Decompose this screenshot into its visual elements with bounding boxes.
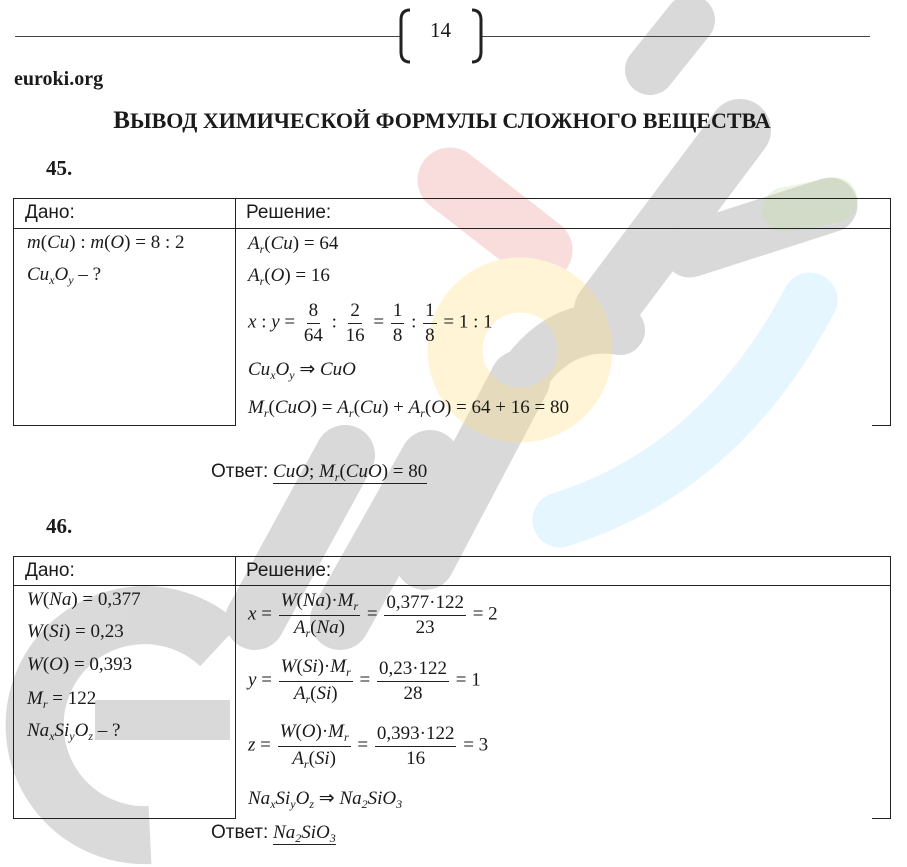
problem-46-answer: Ответ: $Na_2SiO_3$ xyxy=(211,822,336,845)
given-ratio: m(Cu) : m(O) = 8 : 2 xyxy=(27,232,185,253)
header-rule-left xyxy=(15,36,400,37)
solution-formula: $Na_xSi_yO_z$ ⇒ $Na_2SiO_3$ xyxy=(248,788,403,811)
solution-line: $A_r(O) = 16$ xyxy=(248,265,330,288)
given-line: W(Si) = 0,23 xyxy=(27,621,124,642)
table-46-bottom-left xyxy=(13,818,235,819)
page-number: 14 xyxy=(430,18,451,42)
solution-y: y = $\frac{W(Si)\cdot M_r}{A_r(Si)}$ = $\frac{0,23\cdot 122}{28}$ = 1 xyxy=(248,656,481,706)
problem-46-number: 46. xyxy=(46,514,73,538)
solution-line: $A_r(Cu) = 64$ xyxy=(248,233,339,256)
header-rule-right xyxy=(482,36,870,37)
problem-45-answer: Ответ: CuO; $M_r(CuO) = 80$ xyxy=(211,461,428,484)
given-line: W(Na) = 0,377 xyxy=(27,589,141,610)
solution-line: $Cu_xO_y$ ⇒ CuO xyxy=(248,359,356,382)
table-46-bottom-right xyxy=(872,818,891,819)
brand-label: euroki.org xyxy=(14,68,104,90)
solution-header: Решение: xyxy=(246,202,332,223)
solution-header: Решение: xyxy=(246,560,332,581)
solution-ratio: x : y = $\frac{8}{64}$ : $\frac{2}{16}$ = $\frac{1}{8}$ : $\frac{1}{8}$ = 1 : 1 xyxy=(248,300,493,346)
table-45-bottom-right xyxy=(872,425,891,426)
solution-z: z = $\frac{W(O)\cdot M_r}{A_r(Si)}$ = $\frac{0,393\cdot 122}{16}$ = 3 xyxy=(248,721,489,771)
problem-45-number: 45. xyxy=(46,156,73,180)
solution-x: x = $\frac{W(Na)\cdot M_r}{A_r(Na)}$ = $\frac{0,377\cdot 122}{23}$ = 2 xyxy=(248,590,498,640)
table-45-bottom-left xyxy=(13,425,235,426)
given-line: W(O) = 0,393 xyxy=(27,654,133,675)
given-header: Дано: xyxy=(25,202,75,223)
given-header: Дано: xyxy=(25,560,75,581)
given-unknown: $Cu_xO_y$ – ? xyxy=(27,264,102,287)
given-line: $M_r = 122$ xyxy=(27,688,97,711)
given-unknown: $Na_xSi_yO_z$ – ? xyxy=(27,720,121,743)
page-title: ВЫВОД ХИМИЧЕСКОЙ ФОРМУЛЫ СЛОЖНОГО ВЕЩЕСТВА xyxy=(113,107,771,134)
solution-line: $M_r(CuO) = A_r(Cu) + A_r(O) = 64 + 16 = 80$ xyxy=(248,397,569,420)
